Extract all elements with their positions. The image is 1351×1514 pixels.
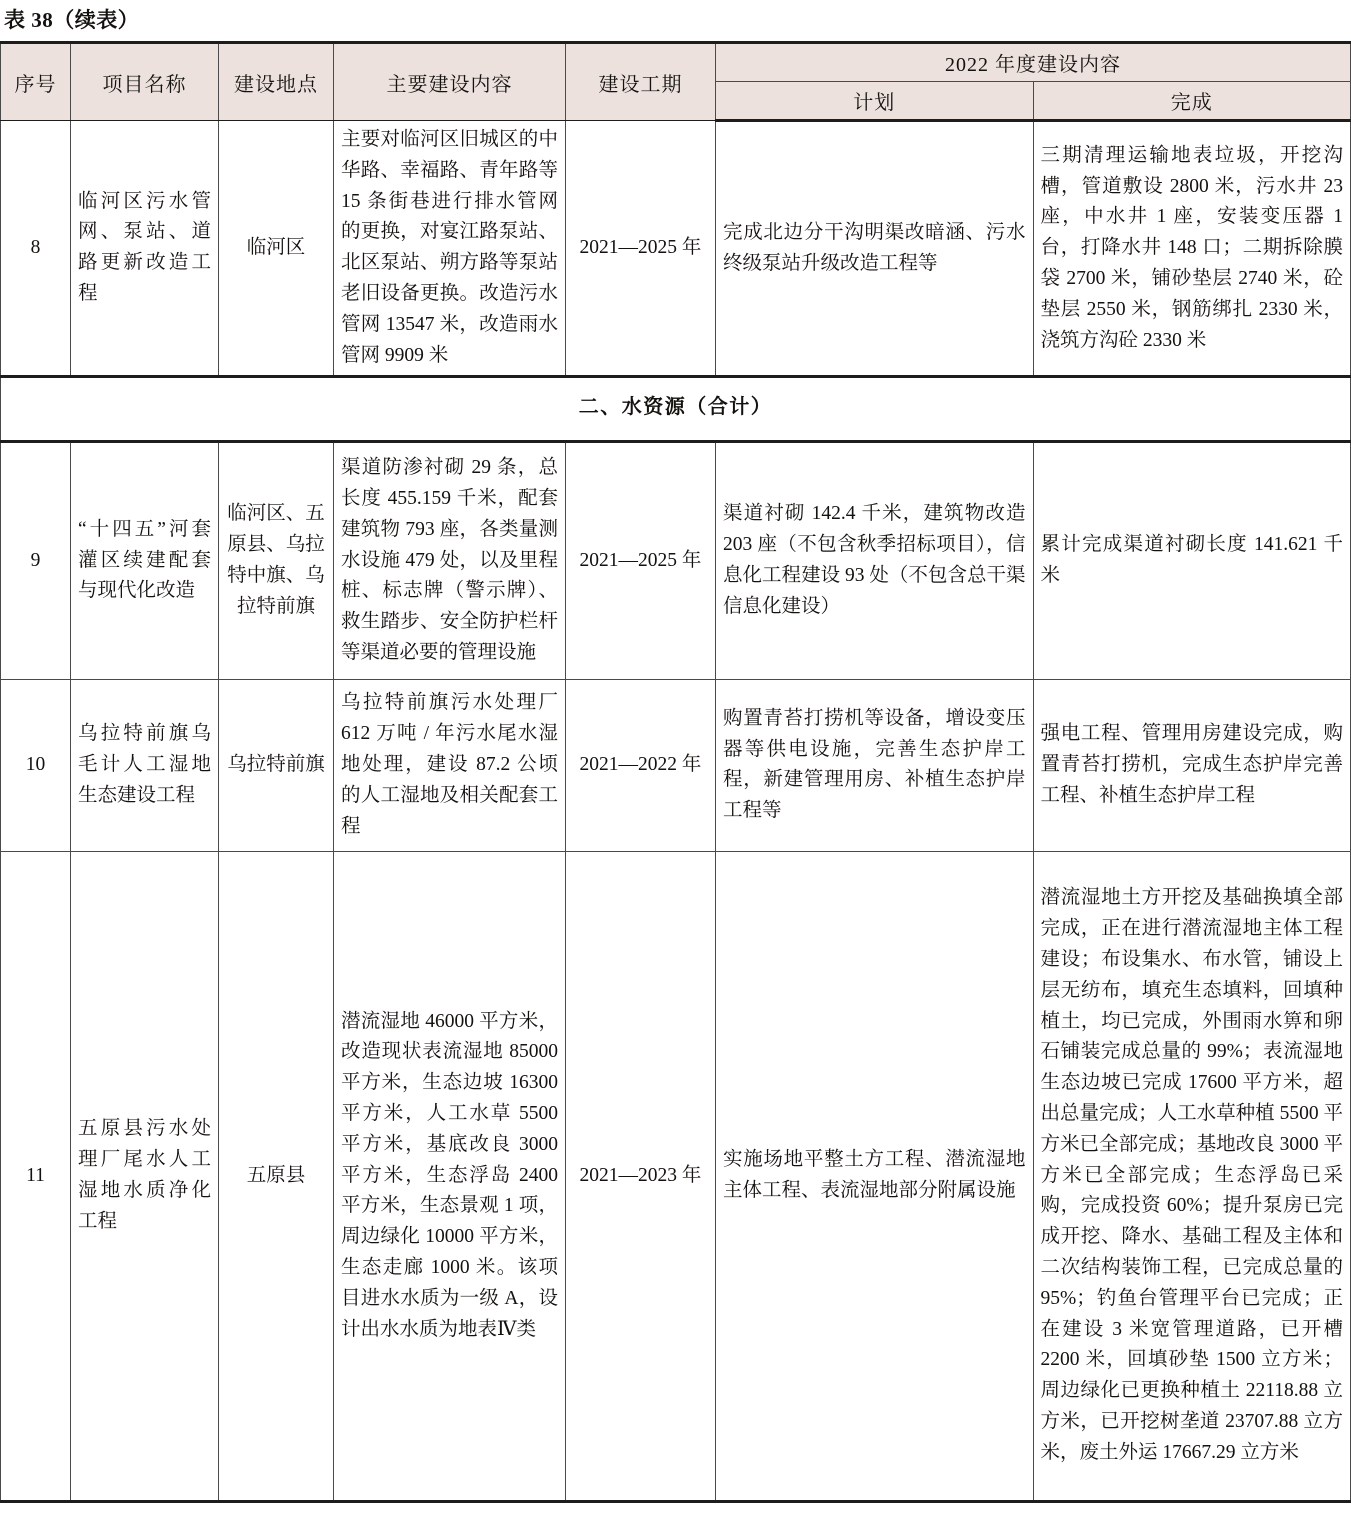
column-header-2022-group: 2022 年度建设内容: [716, 43, 1351, 82]
cell-main-content: 乌拉特前旗污水处理厂 612 万吨 / 年污水尾水湿地处理，建设 87.2 公顷的人工湿地及相关配套工程: [334, 679, 566, 851]
cell-seq: 10: [1, 679, 71, 851]
cell-main-content: 潜流湿地 46000 平方米，改造现状表流湿地 85000 平方米，生态边坡 16300 平方米，人工水草 5500 平方米，基底改良 3000 平方米，生态浮岛 2400 平方米，生态景观 1 项，周边绿化 10000 平方米，生态走廊 1000 米。该项目进水水质为一级 A，设计出水水质为地表Ⅳ类: [334, 851, 566, 1501]
section-heading-row: [1, 377, 1351, 442]
table-caption: 表 38（续表）: [4, 8, 140, 32]
section-heading-label: 二、水资源（合计）: [1, 377, 1351, 442]
cell-main-content: 渠道防渗衬砌 29 条，总长度 455.159 千米，配套建筑物 793 座，各类量测水设施 479 处，以及里程桩、标志牌（警示牌）、救生踏步、安全防护栏杆等渠道必要的管理设施: [334, 441, 566, 679]
cell-period: 2021—2025 年: [566, 121, 716, 377]
column-header-period: 建设工期: [566, 43, 716, 121]
table-row: [1, 121, 1351, 377]
construction-projects-table: [0, 41, 1351, 1503]
cell-project-name: 临河区污水管网、泵站、道路更新改造工程: [71, 121, 219, 377]
cell-plan: 购置青苔打捞机等设备，增设变压器等供电设施，完善生态护岸工程，新建管理用房、补植生态护岸工程等: [716, 679, 1034, 851]
cell-location: 五原县: [219, 851, 334, 1501]
cell-main-content: 主要对临河区旧城区的中华路、幸福路、青年路等 15 条街巷进行排水管网的更换，对宴江路泵站、北区泵站、朔方路等泵站老旧设备更换。改造污水管网 13547 米，改造雨水管网 9909 米: [334, 121, 566, 377]
table-row: [1, 441, 1351, 679]
cell-plan: 渠道衬砌 142.4 千米，建筑物改造 203 座（不包含秋季招标项目），信息化工程建设 93 处（不包含总干渠信息化建设）: [716, 441, 1034, 679]
cell-seq: 9: [1, 441, 71, 679]
column-header-project-name: 项目名称: [71, 43, 219, 121]
cell-plan: 实施场地平整土方工程、潜流湿地主体工程、表流湿地部分附属设施: [716, 851, 1034, 1501]
table-row: [1, 851, 1351, 1501]
column-header-done: 完成: [1033, 82, 1351, 121]
cell-period: 2021—2025 年: [566, 441, 716, 679]
cell-project-name: 五原县污水处理厂尾水人工湿地水质净化工程: [71, 851, 219, 1501]
cell-period: 2021—2023 年: [566, 851, 716, 1501]
header-row-primary: [1, 43, 1351, 82]
table-body: [1, 121, 1351, 1502]
cell-seq: 8: [1, 121, 71, 377]
cell-location: 乌拉特前旗: [219, 679, 334, 851]
cell-done: 三期清理运输地表垃圾，开挖沟槽，管道敷设 2800 米，污水井 23 座，中水井 1 座，安装变压器 1 台，打降水井 148 口；二期拆除膜袋 2700 米，铺砂垫层 2740 米，砼垫层 2550 米，钢筋绑扎 2330 米，浇筑方沟砼 2330 米: [1033, 121, 1351, 377]
table-row: [1, 679, 1351, 851]
cell-project-name: “十四五”河套灌区续建配套与现代化改造: [71, 441, 219, 679]
cell-location: 临河区: [219, 121, 334, 377]
column-header-plan: 计划: [716, 82, 1034, 121]
cell-plan: 完成北边分干沟明渠改暗涵、污水终级泵站升级改造工程等: [716, 121, 1034, 377]
cell-done: 累计完成渠道衬砌长度 141.621 千米: [1033, 441, 1351, 679]
cell-done: 潜流湿地土方开挖及基础换填全部完成，正在进行潜流湿地主体工程建设；布设集水、布水管，铺设上层无纺布，填充生态填料，回填种植土，均已完成，外围雨水箅和卵石铺装完成总量的 99%；表流湿地生态边坡已完成 17600 平方米，超出总量完成；人工水草种植 5500 平方米已全部完成；基地改良 3000 平方米已全部完成；生态浮岛已采购，完成投资 60%；提升泵房已完成开挖、降水、基础工程及主体和二次结构装饰工程，已完成总量的 95%；钓鱼台管理平台已完成；正在建设 3 米宽管理道路，已开槽 2200 米，回填砂垫 1500 立方米；周边绿化已更换种植土 22118.88 立方米，已开挖树垄道 23707.88 立方米，废土外运 17667.29 立方米: [1033, 851, 1351, 1501]
column-header-location: 建设地点: [219, 43, 334, 121]
table-header: [1, 43, 1351, 121]
cell-period: 2021—2022 年: [566, 679, 716, 851]
cell-done: 强电工程、管理用房建设完成，购置青苔打捞机，完成生态护岸完善工程、补植生态护岸工程: [1033, 679, 1351, 851]
column-header-main-content: 主要建设内容: [334, 43, 566, 121]
cell-seq: 11: [1, 851, 71, 1501]
cell-location: 临河区、五原县、乌拉特中旗、乌拉特前旗: [219, 441, 334, 679]
column-header-seq: 序号: [1, 43, 71, 121]
cell-project-name: 乌拉特前旗乌毛计人工湿地生态建设工程: [71, 679, 219, 851]
